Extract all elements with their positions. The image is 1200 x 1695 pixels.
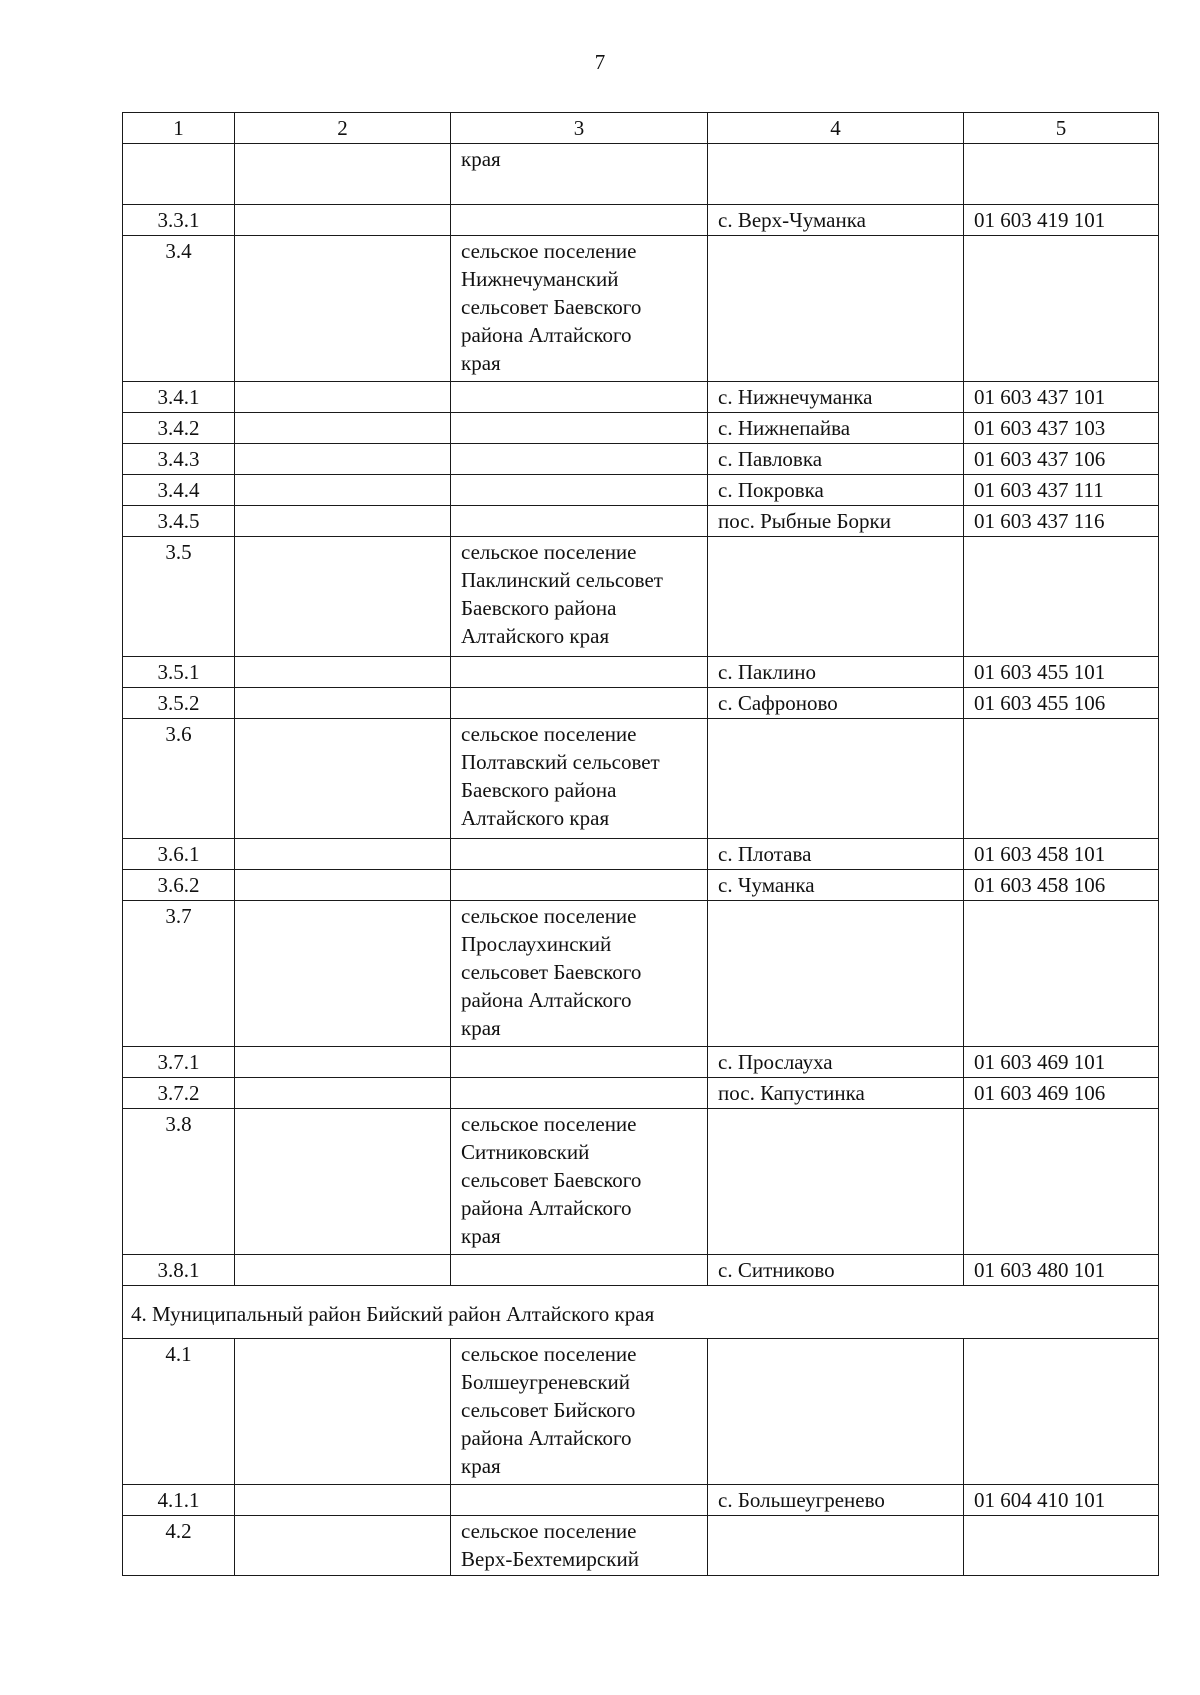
settlement-name-cell: пос. Рыбные Борки [708, 506, 964, 537]
column-2-cell [235, 413, 451, 444]
row-number-cell: 3.6 [123, 719, 235, 839]
column-2-cell [235, 444, 451, 475]
column-2-cell [235, 537, 451, 657]
column-header-3: 3 [451, 113, 708, 144]
municipality-description-cell [451, 1078, 708, 1109]
municipality-description-cell: сельское поселение Полтавский сельсовет Баевского района Алтайского края [451, 719, 708, 839]
oktmo-code-cell: 01 603 455 101 [964, 657, 1159, 688]
oktmo-code-cell [964, 144, 1159, 205]
oktmo-code-cell [964, 1109, 1159, 1255]
municipality-description-cell [451, 688, 708, 719]
municipality-description-cell [451, 1255, 708, 1286]
table-row [123, 1109, 1159, 1255]
row-number-cell: 3.5.1 [123, 657, 235, 688]
column-2-cell [235, 901, 451, 1047]
oktmo-code-cell [964, 901, 1159, 1047]
table-row [123, 901, 1159, 1047]
municipality-description-cell [451, 1485, 708, 1516]
settlement-name-cell [708, 236, 964, 382]
row-number-cell: 4.1 [123, 1339, 235, 1485]
settlement-name-cell: с. Паклино [708, 657, 964, 688]
table-row [123, 413, 1159, 444]
row-number-cell: 3.7.1 [123, 1047, 235, 1078]
column-2-cell [235, 1109, 451, 1255]
table-row [123, 1339, 1159, 1485]
row-number-cell: 4.2 [123, 1516, 235, 1576]
municipality-description-cell [451, 413, 708, 444]
oktmo-code-cell: 01 603 419 101 [964, 205, 1159, 236]
table-row [123, 719, 1159, 839]
row-number-cell: 3.4.2 [123, 413, 235, 444]
municipality-description-cell [451, 870, 708, 901]
column-header-2: 2 [235, 113, 451, 144]
table-row [123, 839, 1159, 870]
row-number-cell: 3.6.1 [123, 839, 235, 870]
row-number-cell: 3.4.5 [123, 506, 235, 537]
column-header-4: 4 [708, 113, 964, 144]
municipality-description-cell [451, 475, 708, 506]
municipality-description-cell: сельское поселение Паклинский сельсовет Баевского района Алтайского края [451, 537, 708, 657]
column-2-cell [235, 506, 451, 537]
settlement-name-cell: с. Павловка [708, 444, 964, 475]
municipality-description-cell: сельское поселение Верх-Бехтемирский [451, 1516, 708, 1576]
settlement-name-cell: с. Сафроново [708, 688, 964, 719]
section-heading: 4. Муниципальный район Бийский район Алтайского края [123, 1286, 1159, 1339]
column-2-cell [235, 688, 451, 719]
settlement-name-cell: с. Верх-Чуманка [708, 205, 964, 236]
page-number: 7 [594, 50, 606, 74]
municipality-description-cell: сельское поселение Прослаухинский сельсовет Баевского района Алтайского края [451, 901, 708, 1047]
row-number-cell: 3.4 [123, 236, 235, 382]
table-row [123, 1255, 1159, 1286]
settlement-name-cell [708, 1339, 964, 1485]
settlement-name-cell: пос. Капустинка [708, 1078, 964, 1109]
municipality-description-cell [451, 205, 708, 236]
column-2-cell [235, 1516, 451, 1576]
municipality-description-cell [451, 657, 708, 688]
row-number-cell: 3.3.1 [123, 205, 235, 236]
column-2-cell [235, 236, 451, 382]
table-row [123, 1047, 1159, 1078]
table-row [123, 688, 1159, 719]
row-number-cell: 3.7.2 [123, 1078, 235, 1109]
column-2-cell [235, 1047, 451, 1078]
column-2-cell [235, 1485, 451, 1516]
settlement-name-cell: с. Большеугренево [708, 1485, 964, 1516]
settlement-name-cell [708, 537, 964, 657]
row-number-cell: 3.8.1 [123, 1255, 235, 1286]
municipality-description-cell: сельское поселение Болшеугреневский сельсовет Бийского района Алтайского края [451, 1339, 708, 1485]
row-number-cell: 3.8 [123, 1109, 235, 1255]
oktmo-code-cell: 01 603 455 106 [964, 688, 1159, 719]
municipality-description-cell [451, 382, 708, 413]
settlement-name-cell: с. Ситниково [708, 1255, 964, 1286]
table-row [123, 475, 1159, 506]
table-row [123, 506, 1159, 537]
oktmo-code-cell: 01 603 437 111 [964, 475, 1159, 506]
column-2-cell [235, 839, 451, 870]
column-2-cell [235, 657, 451, 688]
table-row [123, 444, 1159, 475]
column-2-cell [235, 205, 451, 236]
oktmo-code-cell: 01 603 437 101 [964, 382, 1159, 413]
column-2-cell [235, 144, 451, 205]
settlement-name-cell: с. Прослауха [708, 1047, 964, 1078]
row-number-cell: 3.4.4 [123, 475, 235, 506]
row-number-cell: 4.1.1 [123, 1485, 235, 1516]
row-number-cell: 3.4.1 [123, 382, 235, 413]
column-2-cell [235, 870, 451, 901]
settlement-name-cell [708, 144, 964, 205]
table-row [123, 236, 1159, 382]
table-row [123, 657, 1159, 688]
table-row [123, 144, 1159, 205]
column-2-cell [235, 1078, 451, 1109]
table-row [123, 205, 1159, 236]
oktmo-code-cell: 01 603 437 106 [964, 444, 1159, 475]
table-row [123, 537, 1159, 657]
settlements-table [122, 112, 1159, 1576]
row-number-cell [123, 144, 235, 205]
oktmo-code-cell [964, 1339, 1159, 1485]
oktmo-code-cell [964, 537, 1159, 657]
settlement-name-cell: с. Плотава [708, 839, 964, 870]
municipality-description-cell: сельское поселение Нижнечуманский сельсовет Баевского района Алтайского края [451, 236, 708, 382]
settlement-name-cell [708, 901, 964, 1047]
settlement-name-cell [708, 1109, 964, 1255]
column-2-cell [235, 475, 451, 506]
oktmo-code-cell: 01 603 469 106 [964, 1078, 1159, 1109]
column-2-cell [235, 1339, 451, 1485]
municipality-description-cell: края [451, 144, 708, 205]
row-number-cell: 3.5.2 [123, 688, 235, 719]
row-number-cell: 3.7 [123, 901, 235, 1047]
column-2-cell [235, 719, 451, 839]
oktmo-code-cell [964, 236, 1159, 382]
row-number-cell: 3.6.2 [123, 870, 235, 901]
oktmo-code-cell: 01 603 458 101 [964, 839, 1159, 870]
column-2-cell [235, 1255, 451, 1286]
municipality-description-cell [451, 1047, 708, 1078]
oktmo-code-cell: 01 603 437 116 [964, 506, 1159, 537]
table-row [123, 870, 1159, 901]
oktmo-code-cell: 01 603 469 101 [964, 1047, 1159, 1078]
row-number-cell: 3.4.3 [123, 444, 235, 475]
settlement-name-cell [708, 1516, 964, 1576]
table-row [123, 382, 1159, 413]
municipality-description-cell [451, 506, 708, 537]
municipality-description-cell: сельское поселение Ситниковский сельсовет Баевского района Алтайского края [451, 1109, 708, 1255]
settlement-name-cell: с. Чуманка [708, 870, 964, 901]
municipality-description-cell [451, 839, 708, 870]
oktmo-code-cell [964, 1516, 1159, 1576]
table-row [123, 1485, 1159, 1516]
row-number-cell: 3.5 [123, 537, 235, 657]
table-row [123, 1516, 1159, 1576]
oktmo-code-cell [964, 719, 1159, 839]
settlement-name-cell [708, 719, 964, 839]
oktmo-code-cell: 01 604 410 101 [964, 1485, 1159, 1516]
settlement-name-cell: с. Нижнепайва [708, 413, 964, 444]
municipality-description-cell [451, 444, 708, 475]
settlement-name-cell: с. Нижнечуманка [708, 382, 964, 413]
oktmo-code-cell: 01 603 458 106 [964, 870, 1159, 901]
column-header-5: 5 [964, 113, 1159, 144]
oktmo-code-cell: 01 603 480 101 [964, 1255, 1159, 1286]
table-row [123, 1078, 1159, 1109]
column-header-1: 1 [123, 113, 235, 144]
column-2-cell [235, 382, 451, 413]
section-heading-row [123, 1286, 1159, 1339]
settlement-name-cell: с. Покровка [708, 475, 964, 506]
table-header-row [123, 113, 1159, 144]
oktmo-code-cell: 01 603 437 103 [964, 413, 1159, 444]
